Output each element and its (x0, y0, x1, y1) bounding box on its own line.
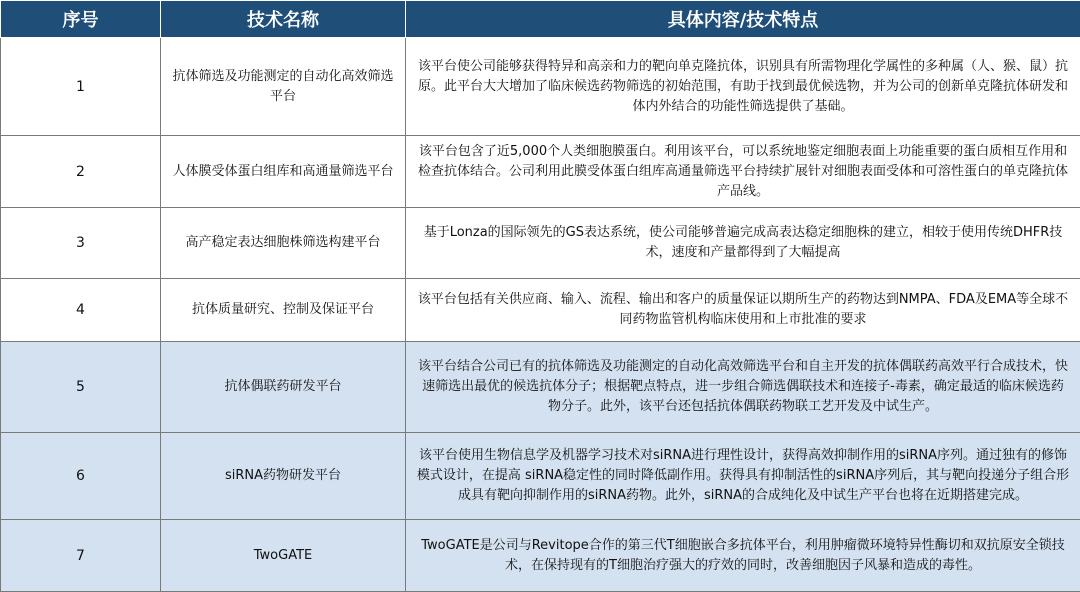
table-row (1, 136, 1080, 208)
table-row (1, 520, 1080, 592)
row-technology-description: 该平台包括有关供应商、输入、流程、输出和客户的质量保证以期所生产的药物达到NMPA、FDA及EMA等全球不同药物监管机构临床使用和上市批准的要求 (406, 279, 1080, 342)
row-technology-description: 该平台结合公司已有的抗体筛选及功能测定的自动化高效筛选平台和自主开发的抗体偶联药高效平行合成技术，快速筛选出最优的候选抗体分子；根据靶点特点，进一步组合筛选偶联技术和连接子-毒素，确定最适的临床候选药物分子。此外，该平台还包括抗体偶联药物联工艺开发及中试生产。 (406, 342, 1080, 433)
row-number: 7 (1, 520, 161, 592)
row-number: 5 (1, 342, 161, 433)
row-technology-description: TwoGATE是公司与Revitope合作的第三代T细胞嵌合多抗体平台，利用肿瘤微环境特异性酶切和双抗原安全锁技术，在保持现有的T细胞治疗强大的疗效的同时，改善细胞因子风暴和造成的毒性。 (406, 520, 1080, 592)
table-row (1, 342, 1080, 433)
row-number: 2 (1, 136, 161, 208)
header-technology-name: 技术名称 (161, 1, 406, 38)
header-technology-features: 具体内容/技术特点 (406, 1, 1080, 38)
row-technology-name: 人体膜受体蛋白组库和高通量筛选平台 (161, 136, 406, 208)
row-number: 3 (1, 208, 161, 279)
header-serial-number: 序号 (1, 1, 161, 38)
table-row (1, 433, 1080, 520)
row-number: 1 (1, 38, 161, 136)
row-technology-name: 高产稳定表达细胞株筛选构建平台 (161, 208, 406, 279)
row-technology-description: 该平台使用生物信息学及机器学习技术对siRNA进行理性设计，获得高效抑制作用的siRNA序列。通过独有的修饰模式设计，在提高 siRNA稳定性的同时降低副作用。获得具有抑制活性的siRNA序列后，其与靶向投递分子组合形成具有靶向抑制作用的siRNA药物。此外，siRNA的合成纯化及中试生产平台也将在近期搭建完成。 (406, 433, 1080, 520)
row-number: 6 (1, 433, 161, 520)
row-number: 4 (1, 279, 161, 342)
row-technology-name: siRNA药物研发平台 (161, 433, 406, 520)
table-row (1, 38, 1080, 136)
row-technology-name: 抗体质量研究、控制及保证平台 (161, 279, 406, 342)
row-technology-name: 抗体偶联药研发平台 (161, 342, 406, 433)
row-technology-name: TwoGATE (161, 520, 406, 592)
row-technology-description: 该平台包含了近5,000个人类细胞膜蛋白。利用该平台，可以系统地鉴定细胞表面上功能重要的蛋白质相互作用和检查抗体结合。公司利用此膜受体蛋白组库高通量筛选平台持续扩展针对细胞表面受体和可溶性蛋白的单克隆抗体产品线。 (406, 136, 1080, 208)
row-technology-description: 该平台使公司能够获得特异和高亲和力的靶向单克隆抗体，识别具有所需物理化学属性的多种属（人、猴、鼠）抗原。此平台大大增加了临床候选药物筛选的初始范围，有助于找到最优候选物，并为公司的创新单克隆抗体研发和体内外结合的功能性筛选提供了基础。 (406, 38, 1080, 136)
table-row (1, 279, 1080, 342)
table-header-row (1, 1, 1080, 38)
row-technology-description: 基于Lonza的国际领先的GS表达系统，使公司能够普遍完成高表达稳定细胞株的建立，相较于使用传统DHFR技术，速度和产量都得到了大幅提高 (406, 208, 1080, 279)
table-row (1, 208, 1080, 279)
row-technology-name: 抗体筛选及功能测定的自动化高效筛选平台 (161, 38, 406, 136)
